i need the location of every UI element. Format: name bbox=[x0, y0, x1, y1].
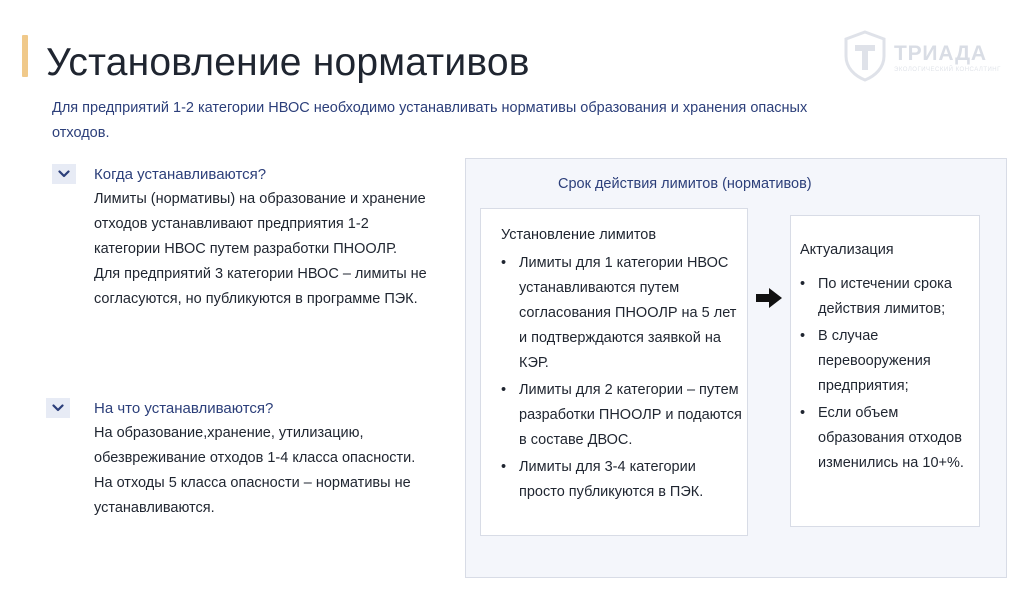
establishment-list bbox=[501, 251, 743, 507]
list-item: • По истечении срока действия лимитов; bbox=[800, 272, 976, 322]
chevron-down-icon[interactable] bbox=[46, 398, 70, 418]
card-title: Установление лимитов bbox=[501, 227, 657, 243]
panel-title: Срок действия лимитов (нормативов) bbox=[558, 176, 812, 192]
faq-answer bbox=[94, 421, 432, 521]
faq-item-what bbox=[52, 397, 432, 521]
faq-question: Когда устанавливаются? bbox=[94, 165, 267, 183]
list-item: • В случае перевооружения предприятия; bbox=[800, 324, 976, 399]
faq-answer-paragraph: Для предприятий 3 категории НВОС – лимиты не согласуются, но публикуются в программе ПЭК. bbox=[94, 266, 427, 307]
list-item: • Лимиты для 1 категории НВОС устанавливаются путем согласования ПНООЛР на 5 лет и подтверждаются заявкой на КЭР. bbox=[501, 251, 743, 376]
faq-answer-paragraph: На образование,хранение, утилизацию, обезвреживание отходов 1-4 класса опасности. На отходы 5 класса опасности – нормативы не устанавливаются. bbox=[94, 425, 416, 516]
title-accent-bar bbox=[22, 35, 28, 77]
list-item: • Лимиты для 2 категории – путем разработки ПНООЛР и подаются в составе ДВОС. bbox=[501, 378, 743, 453]
shield-logo-icon bbox=[842, 30, 888, 82]
faq-question-toggle[interactable] bbox=[46, 397, 432, 419]
faq-answer-paragraph: Лимиты (нормативы) на образование и хранение отходов устанавливают предприятия 1-2 категории НВОС путем разработки ПНООЛР. bbox=[94, 191, 426, 257]
card-title: Актуализация bbox=[800, 242, 894, 258]
faq-question-toggle[interactable] bbox=[52, 163, 432, 185]
establishment-card bbox=[480, 208, 748, 536]
list-item: • Лимиты для 3-4 категории просто публикуются в ПЭК. bbox=[501, 455, 743, 505]
page-title: Установление нормативов bbox=[46, 41, 530, 84]
intro-text: Для предприятий 1-2 категории НВОС необходимо устанавливать нормативы образования и хранения опасных отходов. bbox=[52, 100, 808, 141]
company-logo bbox=[842, 30, 1002, 82]
logo-tagline: ЭКОЛОГИЧЕСКИЙ КОНСАЛТИНГ bbox=[894, 67, 1001, 73]
faq-item-when bbox=[52, 163, 432, 312]
faq-question: На что устанавливаются? bbox=[94, 399, 274, 417]
chevron-down-icon[interactable] bbox=[52, 164, 76, 184]
faq-answer bbox=[94, 187, 432, 312]
arrow-right-icon bbox=[755, 287, 783, 309]
list-item: • Если объем образования отходов изменились на 10+%. bbox=[800, 401, 976, 476]
logo-wordmark: ТРИАДА bbox=[894, 42, 987, 65]
update-list bbox=[800, 272, 976, 478]
update-card bbox=[790, 215, 980, 527]
